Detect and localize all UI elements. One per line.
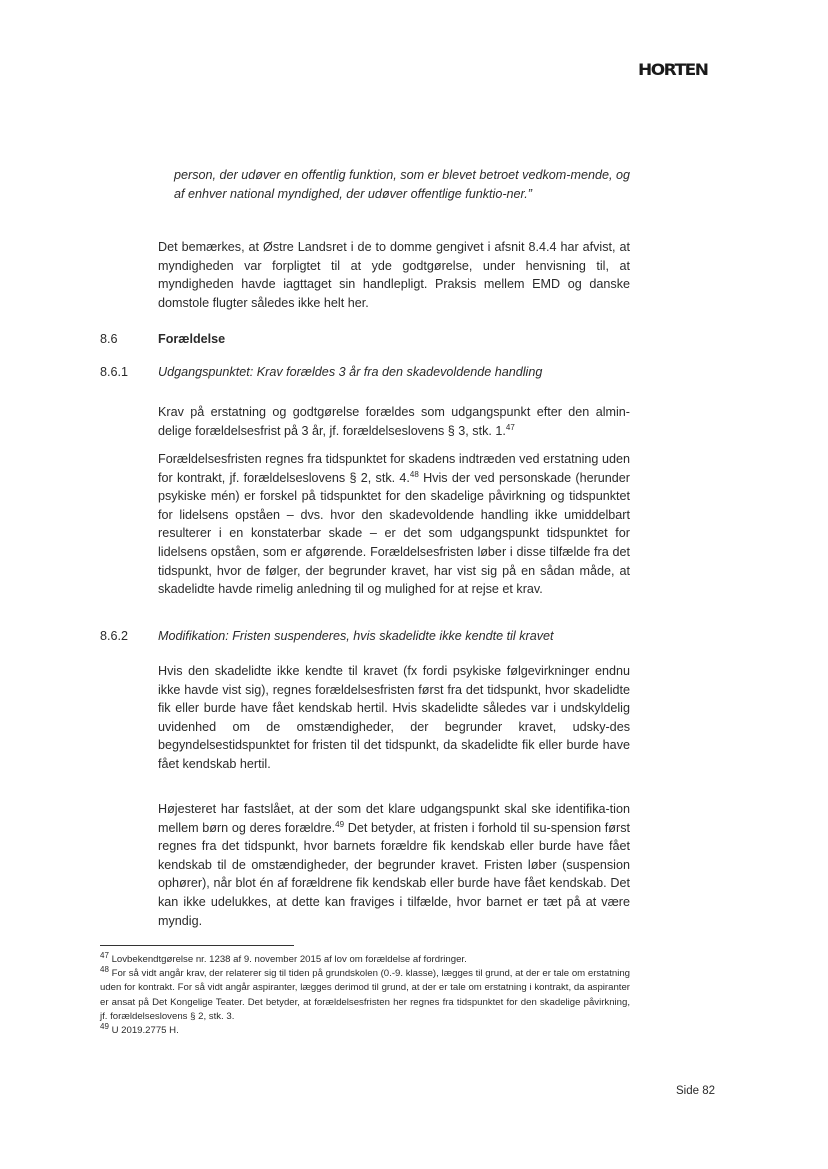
footnote-49 — [100, 1021, 630, 1038]
paragraph-text: Hvis der ved personskade (herunder psykiske mén) er forskel på tidspunktet for den skadelige påvirkning og tidspunktet for lidelsens opståen – dvs. hvor den skadevoldende handling ikke umiddelbart resulterer i en konstaterbar skade – er det som udgangspunkt tidspunktet for lidelsens opståen, som er afgørende. Forældelsesfristen løber i disse tilfælde fra det tidspunkt, hvor de følger, der begrunder kravet, har vist sig på en sådan måde, at skadelidte havde rimelig anledning til og mulighed for at rejse et krav. — [158, 470, 630, 597]
quote-text: person, der udøver en offentlig funktion, som er blevet betroet vedkom-mende, og af enhver national myndighed, der udøver offentlige funktio-ner.” — [174, 168, 630, 201]
footnote-text: Lovbekendtgørelse nr. 1238 af 9. november 2015 af lov om forældelse af fordringer. — [108, 954, 467, 965]
horten-logo: HORTEN — [638, 60, 708, 80]
footnote-number: 47 — [100, 950, 109, 960]
footnote-48 — [100, 967, 630, 1024]
footnote-47 — [100, 950, 630, 967]
footnote-text: U 2019.2775 H. — [108, 1025, 179, 1037]
paragraph — [158, 450, 630, 599]
paragraph-text: Det betyder, at fristen i forhold til su-spension først regnes fra det tidspunkt, hvor barnets forældre fik kendskab eller burde have fået kendskab til de omstændigheder, der begrunder kravet. Fristen løber (suspension ophører), når blot én af forældrene fik kendskab eller burde have fået kendskab. Det kan ikke udelukkes, at dette kan fraviges i tilfælde, hvor barnet er tæt på at være myndig. — [158, 820, 630, 928]
paragraph-text: Forældelsesfristen regnes fra tidspunktet for skadens indtræden ved erstatning uden for kontrakt, jf. forældelseslovens § 2, stk. 4. — [158, 452, 630, 485]
intro-paragraph: Det bemærkes, at Østre Landsret i de to domme gengivet i afsnit 8.4.4 har afvist, at myndigheden var forpligtet til at yde godtgørelse, under henvisning til, at myndigheden havde iagttaget sin handlepligt. Praksis mellem EMD og danske domstole flugter således ikke helt her. — [158, 240, 630, 310]
paragraph — [158, 800, 630, 930]
paragraph-text: Højesteret har fastslået, at der som det klare udgangspunkt skal ske identifika-tion mellem børn og deres forældre. — [158, 802, 630, 835]
paragraph: Hvis den skadelidte ikke kendte til kravet (fx fordi psykiske følgevirkninger endnu ikke havde vist sig), regnes forældelsesfristen først fra det tidspunkt, hvor skadelidte fik eller burde have fået kendskab hertil. Hvis skadelidte således var i undskyldelig uvidenhed om de omstændigheder, der begrunder kravet, udsky-des begyndelsestidspunktet for fristen til det tidspunkt, da skadelidte fik eller burde have fået kendskab hertil. — [158, 664, 630, 771]
subsection-number: 8.6.1 — [100, 365, 129, 379]
section-number: 8.6 — [100, 332, 118, 346]
footnote-ref[interactable]: 47 — [505, 422, 515, 432]
subsection-number: 8.6.2 — [100, 629, 129, 643]
footnote-text: For så vidt angår krav, der relaterer sig til tiden på grundskolen (0.-9. klasse), lægges til grund, at der er tale om erstatning uden for kontrakt. For så vidt angår aspiranter, lægges derimod til grund, at der er tale om erstatning i kontrakt, da aspiranter er ansat på Det Kongelige Teater. Det betyder, at forældelsesfristen her regnes fra tidspunktet for den skadelige påvirkning, jf. forældelseslovens § 2, stk. 3. — [100, 968, 630, 1022]
paragraph — [158, 403, 630, 440]
footnote-number: 48 — [100, 965, 109, 975]
footnotes — [100, 950, 630, 1038]
paragraph-text: Krav på erstatning og godtgørelse forældes som udgangspunkt efter den almin-delige forældelsesfrist på 3 år, jf. forældelseslovens § 3, stk. 1. — [158, 405, 630, 438]
page-number: Side 82 — [676, 1085, 716, 1097]
footnote-ref[interactable]: 49 — [335, 819, 345, 829]
footnote-separator — [100, 945, 294, 946]
section-title: Forældelse — [158, 332, 226, 346]
subsection-title: Modifikation: Fristen suspenderes, hvis skadelidte ikke kendte til kravet — [158, 629, 554, 643]
footnote-number: 49 — [100, 1021, 109, 1031]
footnote-ref[interactable]: 48 — [409, 469, 419, 479]
subsection-title: Udgangspunktet: Krav forældes 3 år fra den skadevoldende handling — [158, 365, 543, 379]
